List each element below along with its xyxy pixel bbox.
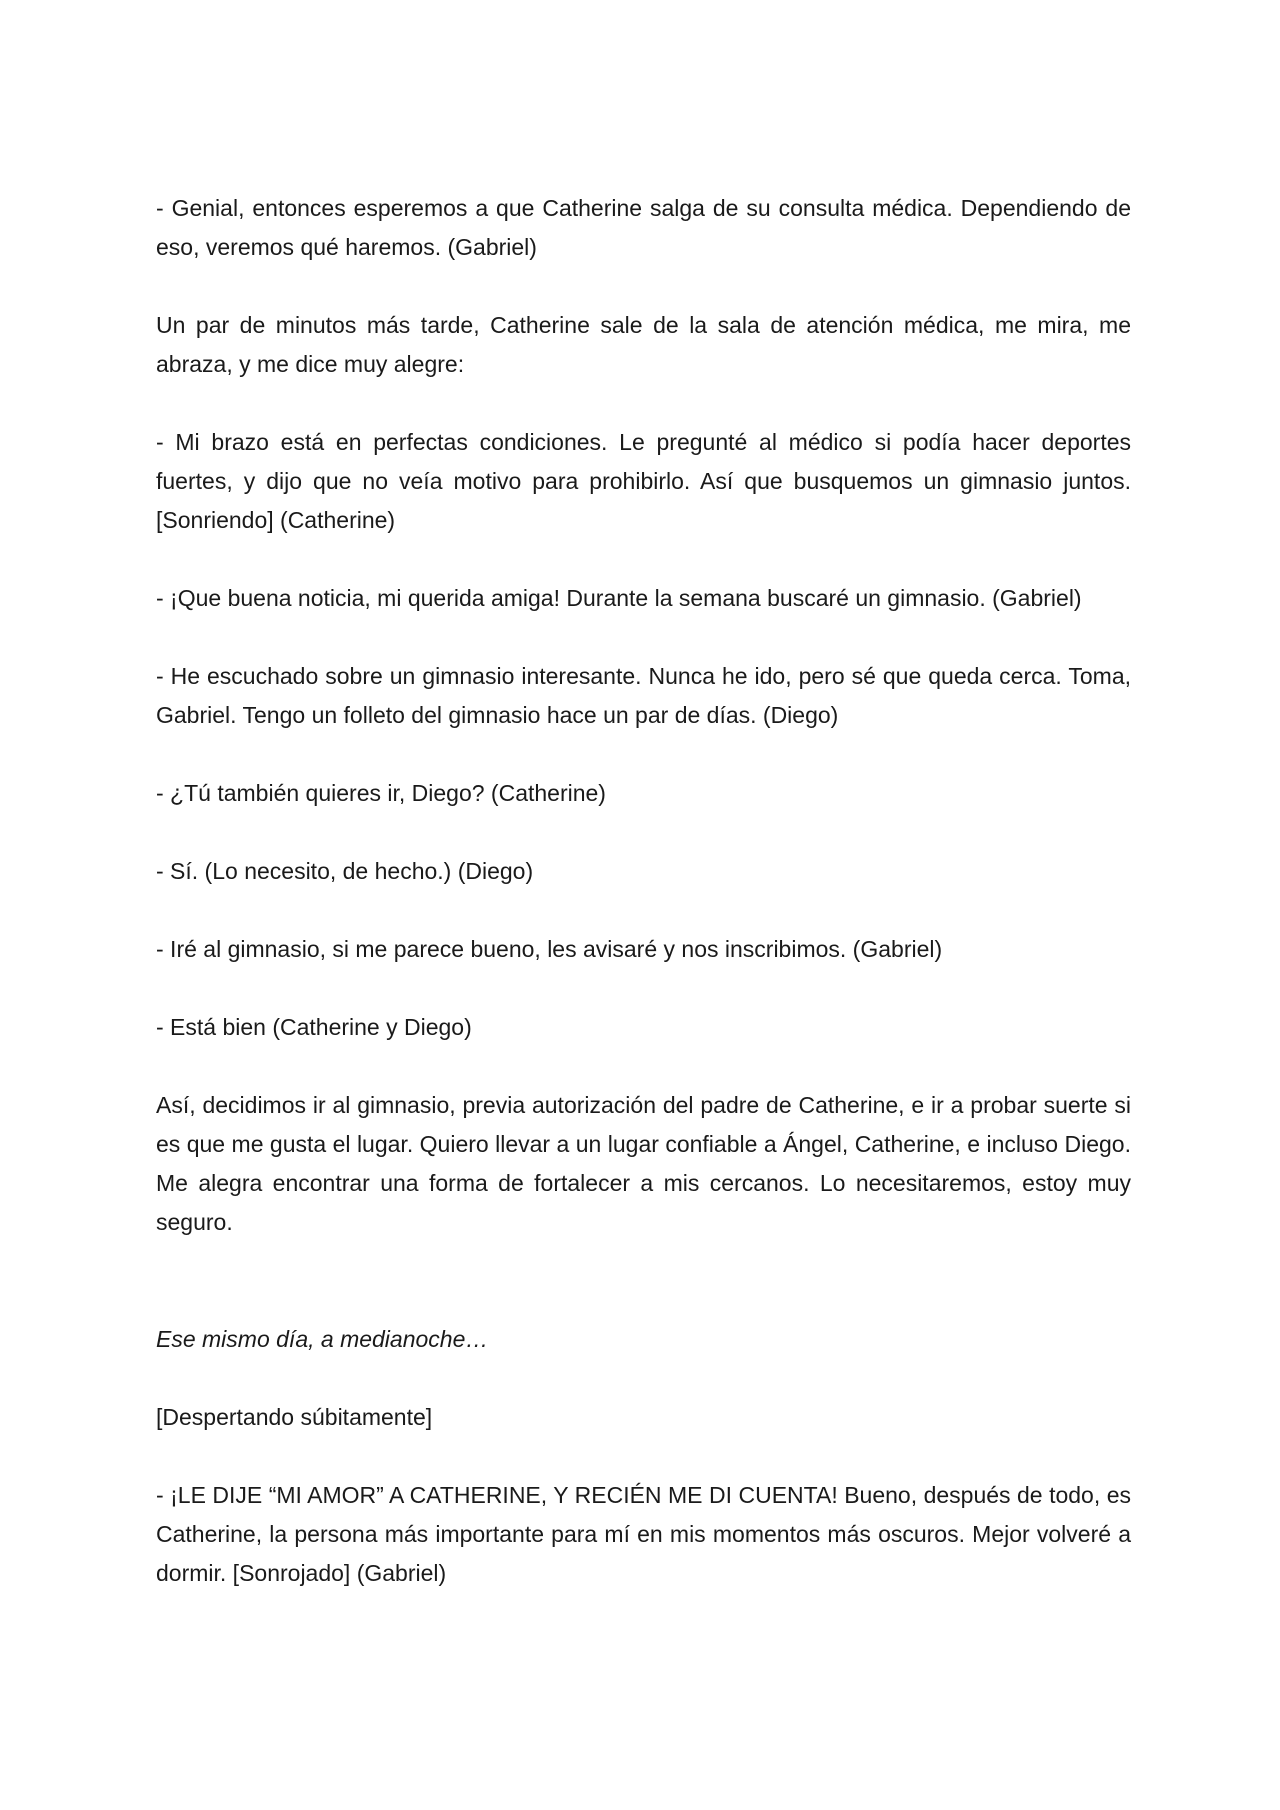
- paragraph-1: - Genial, entonces esperemos a que Catherine salga de su consulta médica. Dependiendo de eso, veremos qué haremos. (Gabriel): [156, 195, 1131, 260]
- paragraph-6: - ¿Tú también quieres ir, Diego? (Catherine): [156, 780, 606, 806]
- paragraph-2: Un par de minutos más tarde, Catherine sale de la sala de atención médica, me mira, me abraza, y me dice muy alegre:: [156, 312, 1131, 377]
- paragraph-3: - Mi brazo está en perfectas condiciones. Le pregunté al médico si podía hacer deportes fuertes, y dijo que no veía motivo para prohibirlo. Así que busquemos un gimnasio juntos. [Sonriendo] (Catherine): [156, 429, 1131, 533]
- document-page: [156, 189, 1131, 1632]
- paragraph-9: - Está bien (Catherine y Diego): [156, 1014, 472, 1040]
- paragraph-4: - ¡Que buena noticia, mi querida amiga! Durante la semana buscaré un gimnasio. (Gabriel): [156, 585, 1082, 611]
- paragraph-13: - ¡LE DIJE “MI AMOR” A CATHERINE, Y RECIÉN ME DI CUENTA! Bueno, después de todo, es Catherine, la persona más importante para mí en mis momentos más oscuros. Mejor volveré a dormir. [Sonrojado] (Gabriel): [156, 1482, 1131, 1586]
- scene-transition: Ese mismo día, a medianoche…: [156, 1326, 489, 1352]
- paragraph-8: - Iré al gimnasio, si me parece bueno, les avisaré y nos inscribimos. (Gabriel): [156, 936, 943, 962]
- paragraph-7: - Sí. (Lo necesito, de hecho.) (Diego): [156, 858, 534, 884]
- paragraph-5: - He escuchado sobre un gimnasio interesante. Nunca he ido, pero sé que queda cerca. Toma, Gabriel. Tengo un folleto del gimnasio hace un par de días. (Diego): [156, 663, 1131, 728]
- paragraph-10: Así, decidimos ir al gimnasio, previa autorización del padre de Catherine, e ir a probar suerte si es que me gusta el lugar. Quiero llevar a un lugar confiable a Ángel, Catherine, e incluso Diego. Me alegra encontrar una forma de fortalecer a mis cercanos. Lo necesitaremos, estoy muy seguro.: [156, 1092, 1131, 1235]
- paragraph-12: [Despertando súbitamente]: [156, 1404, 433, 1430]
